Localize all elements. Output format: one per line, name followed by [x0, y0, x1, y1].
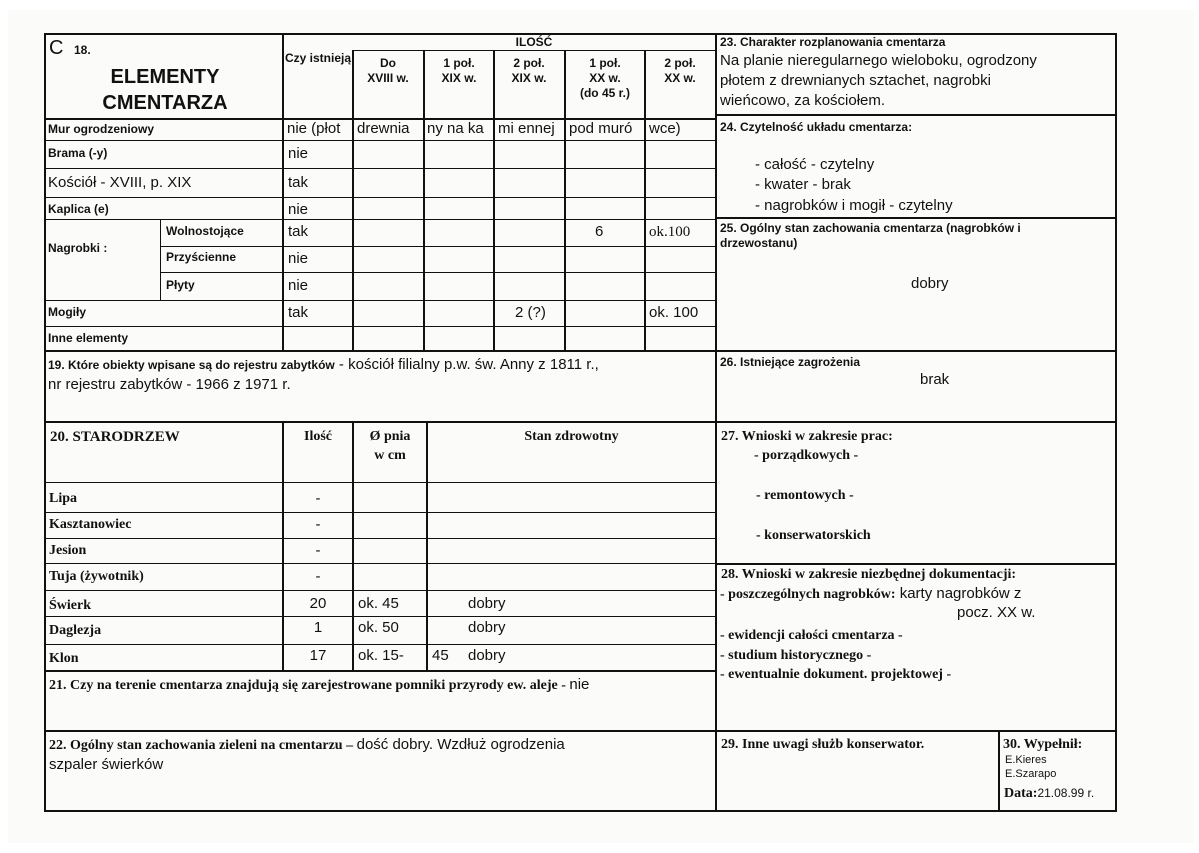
element-label-chapel: Kaplica (e): [48, 202, 109, 216]
oldtrees-count: 17: [309, 647, 327, 664]
oldtrees-state: dobry: [468, 647, 506, 664]
section-26-answer: brak: [920, 371, 950, 388]
section-27-title: 27. Wnioski w zakresie prac:: [721, 429, 893, 444]
period-1-l1: Do: [380, 56, 396, 70]
section-28-item1-value2: pocz. XX w.: [957, 604, 1036, 621]
oldtrees-count: 20: [309, 595, 327, 612]
element-cell: drewnia: [357, 120, 410, 137]
oldtrees-state: dobry: [468, 595, 506, 612]
section-25-answer: dobry: [911, 275, 949, 292]
period-1-l2: XVIII w.: [367, 71, 409, 85]
element-exists-freestanding: tak: [288, 223, 309, 240]
oldtrees-diam: ok. 15-: [358, 647, 404, 664]
element-label-slabs: Płyty: [166, 278, 195, 292]
element-label-wall-mounted: Przyścienne: [166, 250, 237, 264]
oldtrees-name: Lipa: [49, 491, 78, 506]
section-28-item1: [720, 585, 1021, 603]
period-2-l2: XIX w.: [441, 71, 477, 85]
oldtrees-count: -: [315, 516, 321, 533]
section-20-title: 20. STARODRZEW: [50, 429, 180, 445]
section-25-title-line2: drzewostanu): [720, 236, 798, 250]
element-cell: wce): [649, 120, 681, 137]
section-30-date-label: Data:: [1004, 786, 1038, 801]
section-19-question: 19. Które obiekty wpisane są do rejestru zabytków: [48, 358, 335, 372]
element-label-other: Inne elementy: [48, 331, 129, 345]
section-24-line1: - całość - czytelny: [755, 156, 875, 173]
section-30-date-value: 21.08.99 r.: [1037, 786, 1095, 800]
section-23-line1: Na planie nieregularnego wieloboku, ogrodzony: [720, 52, 1037, 69]
sheet-code: C: [49, 37, 64, 59]
element-cell: ny na ka: [427, 120, 484, 137]
element-exists-wall: nie (płot: [287, 120, 341, 137]
oldtrees-diam-header-l1: Ø pnia: [369, 429, 411, 444]
section-19-answer: - kościół filialny p.w. św. Anny z 1811 r.,: [334, 356, 599, 373]
section-28-item3: - studium historycznego -: [720, 648, 872, 663]
oldtrees-name: Tuja (żywotnik): [49, 569, 144, 584]
section-23-line3: wieńcowo, za kościołem.: [720, 92, 886, 109]
section-24-line2: - kwater - brak: [755, 176, 851, 193]
oldtrees-diam-continued: 45: [432, 647, 449, 664]
section-26-title: 26. Istniejące zagrożenia: [720, 355, 861, 369]
oldtrees-count: -: [315, 542, 321, 559]
section-30-name2: E.Szarapo: [1005, 768, 1057, 780]
oldtrees-diam-header-l2: w cm: [374, 448, 406, 463]
oldtrees-diam: ok. 50: [358, 619, 399, 636]
oldtrees-state: dobry: [468, 619, 506, 636]
element-cell: 2 (?): [515, 304, 546, 321]
section-27-item1: - porządkowych -: [754, 448, 859, 463]
oldtrees-name: Daglezja: [49, 623, 102, 638]
oldtrees-state-header: Stan zdrowotny: [524, 429, 619, 444]
period-3-l1: 2 poł.: [513, 56, 545, 70]
oldtrees-count: -: [315, 568, 321, 585]
section-28-item1-label: - poszczególnych nagrobków:: [720, 587, 896, 602]
element-label-gate: Brama (-y): [48, 146, 108, 160]
section-21: [49, 676, 589, 694]
section-19: [48, 356, 599, 374]
sheet-title-line1: ELEMENTY: [110, 66, 220, 88]
ilosc-header: ILOŚĆ: [515, 35, 553, 49]
element-exists-slabs: nie: [288, 277, 309, 294]
section-25-title-line1: 25. Ogólny stan zachowania cmentarza (nagrobków i: [720, 221, 1021, 235]
section-24-title: 24. Czytelność układu cmentarza:: [720, 120, 913, 134]
period-4-l3: (do 45 r.): [579, 86, 630, 100]
element-exists-wall-mounted: nie: [288, 250, 309, 267]
element-label-freestanding: Wolnostojące: [166, 224, 244, 238]
period-3-l2: XIX w.: [511, 71, 547, 85]
section-23-line2: płotem z drewnianych sztachet, nagrobki: [720, 72, 991, 89]
element-exists-gate: nie: [288, 145, 309, 162]
oldtrees-count: 1: [313, 619, 323, 636]
oldtrees-count: -: [315, 490, 321, 507]
oldtrees-name: Kasztanowiec: [49, 517, 132, 532]
element-exists-graves: tak: [288, 304, 309, 321]
sheet-number: 18.: [74, 43, 91, 57]
section-30-name1: E.Kieres: [1005, 754, 1047, 766]
oldtrees-name: Świerk: [49, 598, 91, 613]
exists-header: Czy istnieją: [284, 51, 352, 65]
oldtrees-name: Klon: [49, 651, 79, 666]
tombstones-group-label: Nagrobki :: [48, 241, 108, 255]
section-28-title: 28. Wnioski w zakresie niezbędnej dokumentacji:: [721, 567, 1017, 582]
section-21-answer: nie: [569, 676, 590, 693]
section-28-item1-value: karty nagrobków z: [895, 585, 1022, 602]
period-5-l1: 2 poł.: [664, 56, 696, 70]
element-label-graves: Mogiły: [48, 305, 86, 319]
section-30-date: [1004, 784, 1094, 802]
section-21-question: 21. Czy na terenie cmentarza znajdują się zarejestrowane pomniki przyrody ew. aleje -: [49, 678, 570, 693]
element-exists-church: tak: [288, 174, 309, 191]
section-22: [49, 736, 565, 754]
section-29-title: 29. Inne uwagi służb konserwator.: [721, 737, 925, 752]
section-19-answer-line2: nr rejestru zabytków - 1966 z 1971 r.: [48, 376, 291, 393]
section-22-answer-line2: szpaler świerków: [49, 756, 164, 773]
element-label-church: Kościół - XVIII, p. XIX: [48, 174, 192, 191]
oldtrees-diam: ok. 45: [358, 595, 399, 612]
period-2-l1: 1 poł.: [443, 56, 475, 70]
oldtrees-name: Jesion: [49, 543, 87, 558]
element-label-wall: Mur ogrodzeniowy: [48, 122, 154, 136]
element-cell: pod muró: [569, 120, 633, 137]
element-cell: mi ennej: [498, 120, 555, 137]
oldtrees-count-header: Ilość: [304, 429, 332, 444]
element-cell: ok.100: [649, 224, 691, 240]
section-22-question: 22. Ogólny stan zachowania zieleni na cmentarzu –: [49, 738, 357, 753]
sheet-title-line2: CMENTARZA: [102, 92, 228, 114]
section-22-answer: dość dobry. Wzdłuż ogrodzenia: [356, 736, 565, 753]
section-30-title: 30. Wypełnił:: [1003, 737, 1083, 752]
period-4-l2: XX w.: [589, 71, 621, 85]
element-cell: 6: [595, 223, 604, 240]
element-exists-chapel: nie: [288, 201, 309, 218]
period-4-l1: 1 poł.: [589, 56, 621, 70]
element-cell: ok. 100: [649, 304, 699, 321]
section-23-title: 23. Charakter rozplanowania cmentarza: [720, 35, 946, 49]
section-24-line3: - nagrobków i mogił - czytelny: [755, 197, 953, 214]
section-28-item2: - ewidencji całości cmentarza -: [720, 628, 903, 643]
section-28-item4: - ewentualnie dokument. projektowej -: [720, 667, 952, 682]
section-27-item3: - konserwatorskich: [756, 528, 871, 543]
section-27-item2: - remontowych -: [756, 488, 854, 503]
period-5-l2: XX w.: [664, 71, 696, 85]
